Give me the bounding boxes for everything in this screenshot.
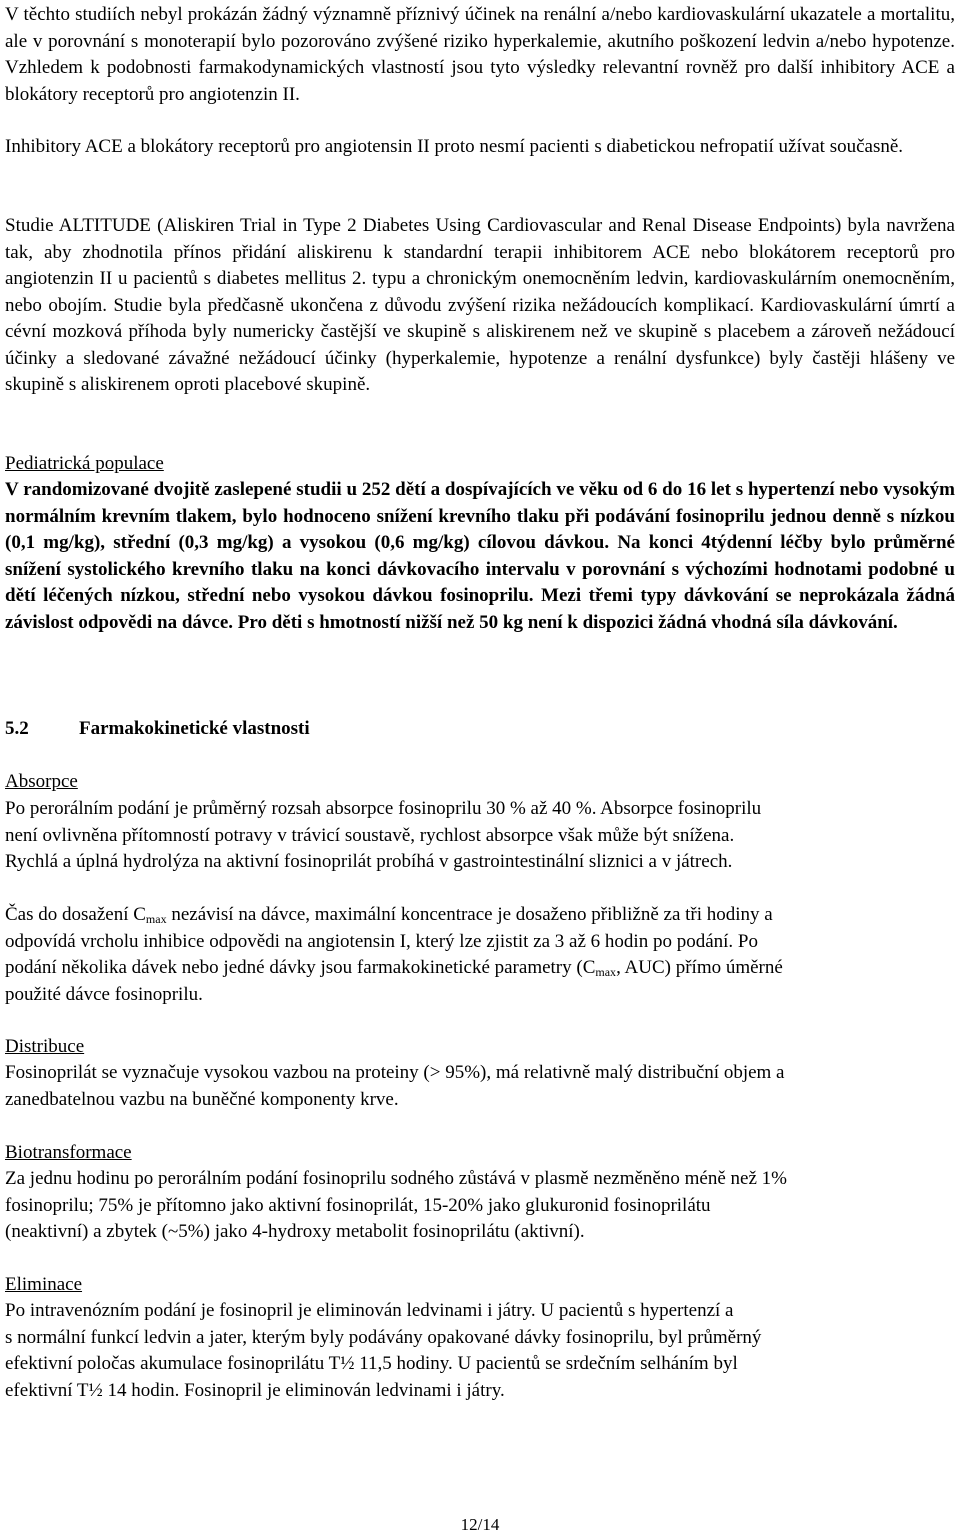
- text-line: Čas do dosažení $C_{max}$ nezávisí na dávce, maximální koncentrace je dosaženo přibližně za tři hodiny a: [5, 904, 773, 926]
- text-line: fosinoprilu; 75% je přítomno jako aktivní fosinoprilát, 15-20% jako glukuronid fosinoprilátu: [5, 1194, 711, 1216]
- text-line: efektivní T½ 14 hodin. Fosinopril je eliminován ledvinami i játry.: [5, 1379, 505, 1401]
- heading-pediatric: Pediatrická populace: [5, 453, 164, 474]
- heading-absorpce: Absorpce: [5, 771, 78, 792]
- paragraph-altitude-study: Studie ALTITUDE (Aliskiren Trial in Type 2 Diabetes Using Cardiovascular and Renal Disease Endpoints) byla navržena tak, aby zhodnotila přínos přidání aliskirenu k standardní terapii inhibitorem ACE nebo blokátorem receptorů pro angiotenzin II u pacientů s diabetes mellitus 2. typu a chronickým onemocněním ledvin, kardiovaskulárním onemocněním, nebo obojím. Studie byla předčasně ukončena z důvodu zvýšení rizika nežádoucích komplikací. Kardiovaskulární úmrtí a cévní mozková příhoda byly numericky častější ve skupině s aliskirenem než ve skupině s placebem a zároveň nežádoucí účinky a sledované závažné nežádoucí účinky (hyperkalemie, hypotenze a renální dysfunkce) byly častěji hlášeny ve skupině s aliskirenem oproti placebové skupině.: [5, 215, 955, 395]
- paragraph-pediatric: V randomizované dvojitě zaslepené studii u 252 dětí a dospívajících ve věku od 6 do 16 let s hypertenzí nebo vysokým normálním krevním tlakem, bylo hodnoceno snížení krevního tlaku při podávání fosinoprilu jednou denně s nízkou (0,1 mg/kg), střední (0,3 mg/kg) a vysokou (0,6 mg/kg) cílovou dávkou. Na konci 4týdenní léčby bylo průměrné snížení systolického krevního tlaku na konci dávkovacího intervalu v porovnání s výchozími hodnotami podobné u dětí léčených nízkou, střední nebo vysokou dávkou fosinoprilu. Mezi třemi typy dávkování se neprokázala žádná závislost odpovědi na dávce. Pro děti s hmotností nižší než 50 kg není k dispozici žádná vhodná síla dávkování.: [5, 479, 955, 633]
- section-number: 5.2: [5, 718, 29, 739]
- text-line: Po perorálním podání je průměrný rozsah absorpce fosinoprilu 30 % až 40 %. Absorpce fosinoprilu: [5, 798, 762, 819]
- paragraph-eliminace: [5, 1298, 955, 1404]
- paragraph-distribuce: [5, 1060, 955, 1113]
- paragraph-cmax: [5, 902, 955, 1008]
- text-line: s normální funkcí ledvin a jater, kterým byly podávány opakované dávky fosinoprilu, byl průměrný: [5, 1326, 762, 1348]
- text-line: Rychlá a úplná hydrolýza na aktivní fosinoprilát probíhá v gastrointestinální sliznici a v játrech.: [5, 851, 733, 872]
- section-5-2-heading: [5, 716, 310, 743]
- text-line: Za jednu hodinu po perorálním podání fosinoprilu sodného zůstává v plasmě nezměněno méně než 1%: [5, 1168, 787, 1189]
- paragraph-studies-outcome: V těchto studiích nebyl prokázán žádný významně příznivý účinek na renální a/nebo kardiovaskulární ukazatele a mortalitu, ale v porovnání s monoterapií bylo pozorováno zvýšené riziko hyperkalemie, akutního poškození ledvin a/nebo hypotenze. Vzhledem k podobnosti farmakodynamických vlastností jsou tyto výsledky relevantní rovněž pro další inhibitory ACE a blokátory receptorů pro angiotenzin II.: [5, 4, 955, 105]
- text-line: použité dávce fosinoprilu.: [5, 983, 203, 1005]
- text-line: (neaktivní) a zbytek (~5%) jako 4-hydroxy metabolit fosinoprilátu (aktivní).: [5, 1221, 585, 1242]
- paragraph-biotransformace: [5, 1166, 955, 1246]
- heading-biotransformace: Biotransformace: [5, 1142, 132, 1163]
- paragraph-absorpce: [5, 796, 955, 876]
- heading-distribuce: Distribuce: [5, 1036, 85, 1057]
- text-line: podání několika dávek nebo jedné dávky jsou farmakokinetické parametry ($C_{max}$, AUC) přímo úměrné: [5, 957, 783, 979]
- heading-eliminace: Eliminace: [5, 1274, 83, 1295]
- page-number: 12/14: [460, 1515, 500, 1534]
- text-line: Po intravenózním podání je fosinopril je eliminován ledvinami i játry. U pacientů s hypertenzí a: [5, 1300, 734, 1321]
- text-line: efektivní poločas akumulace fosinoprilátu T½ 11,5 hodiny. U pacientů se srdečním selháním byl: [5, 1353, 738, 1374]
- paragraph-ace-inhibitors: Inhibitory ACE a blokátory receptorů pro angiotensin II proto nesmí pacienti s diabetickou nefropatií užívat současně.: [5, 136, 904, 157]
- text-line: odpovídá vrcholu inhibice odpovědi na angiotensin I, který lze zjistit za 3 až 6 hodin po podání. Po: [5, 930, 758, 952]
- text-line: Fosinoprilát se vyznačuje vysokou vazbou na proteiny (> 95%), má relativně malý distribuční objem a: [5, 1062, 785, 1083]
- text-line: není ovlivněna přítomností potravy v trávicí soustavě, rychlost absorpce však může být snížena.: [5, 824, 735, 846]
- text-line: zanedbatelnou vazbu na buněčné komponenty krve.: [5, 1088, 399, 1110]
- section-title: Farmakokinetické vlastnosti: [79, 718, 310, 739]
